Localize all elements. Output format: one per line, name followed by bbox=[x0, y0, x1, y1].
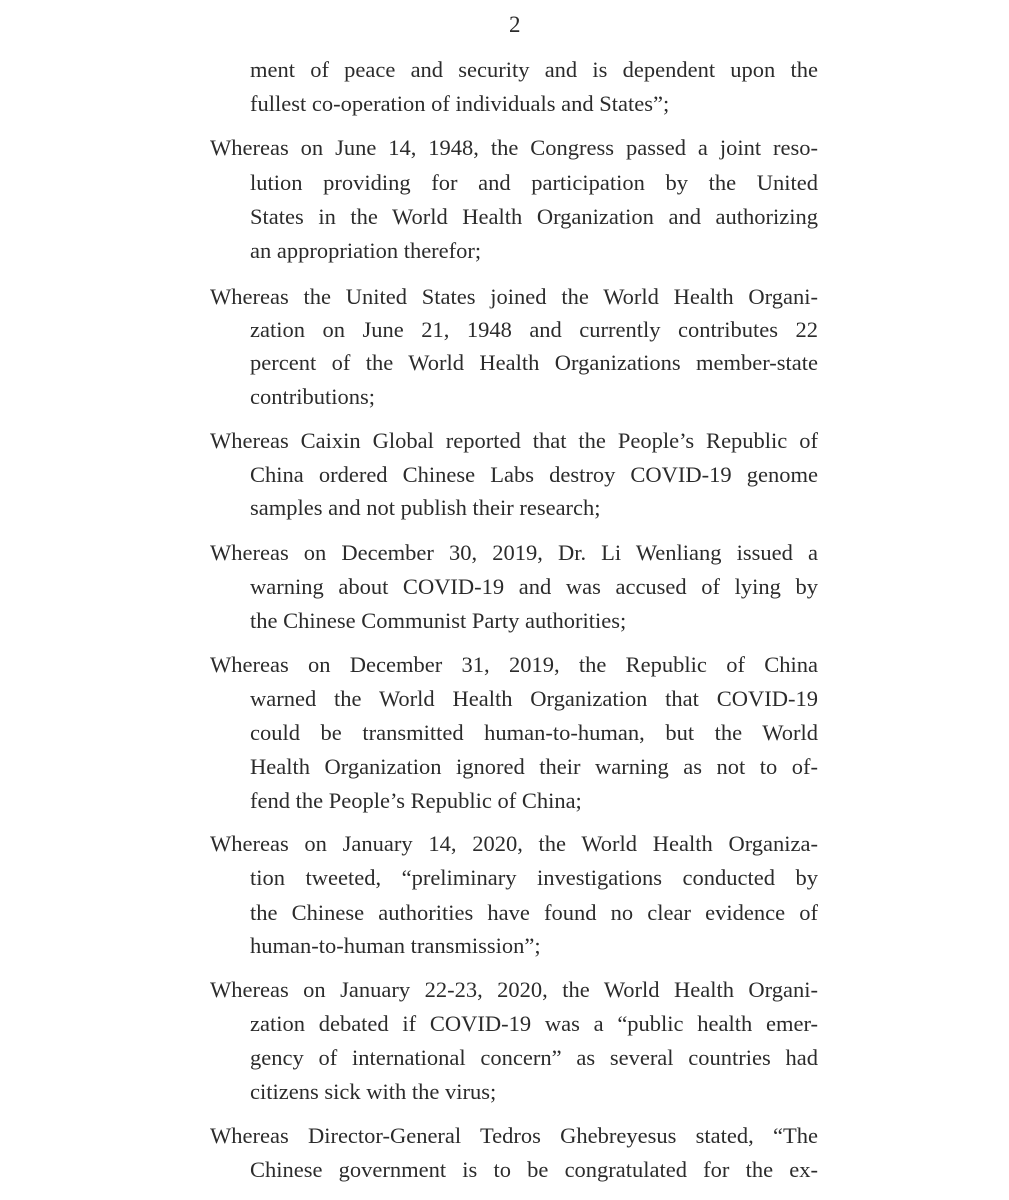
clause-line: the Chinese authorities have found no clear evidence of bbox=[250, 900, 818, 925]
clause-line: fend the People’s Republic of China; bbox=[250, 788, 582, 813]
clause-line: gency of international concern” as several countries had bbox=[250, 1045, 818, 1070]
page-number: 2 bbox=[509, 12, 521, 37]
clause-line: Health Organization ignored their warning as not to of- bbox=[250, 754, 818, 779]
clause-line: zation debated if COVID-19 was a “public health emer- bbox=[250, 1011, 818, 1036]
clause-line: Whereas the United States joined the World Health Organi- bbox=[210, 284, 818, 309]
clause-line: Whereas on December 31, 2019, the Republic of China bbox=[210, 652, 818, 677]
clause-line: warned the World Health Organization that COVID-19 bbox=[250, 686, 818, 711]
clause-line: Chinese government is to be congratulated for the ex- bbox=[250, 1157, 818, 1182]
clause-line: Whereas on January 22-23, 2020, the World Health Organi- bbox=[210, 977, 818, 1002]
clause-line: Whereas on December 30, 2019, Dr. Li Wenliang issued a bbox=[210, 540, 818, 565]
clause-line: States in the World Health Organization and authorizing bbox=[250, 204, 818, 229]
clause-line: Whereas on January 14, 2020, the World Health Organiza- bbox=[210, 831, 818, 856]
clause-line: warning about COVID-19 and was accused of lying by bbox=[250, 574, 818, 599]
clause-line: tion tweeted, “preliminary investigations conducted by bbox=[250, 865, 818, 890]
clause-line: could be transmitted human-to-human, but the World bbox=[250, 720, 818, 745]
clause-line: an appropriation therefor; bbox=[250, 238, 482, 263]
continuation-line: fullest co-operation of individuals and States”; bbox=[250, 91, 670, 116]
clause-line: Whereas on June 14, 1948, the Congress passed a joint reso- bbox=[210, 135, 818, 160]
clause-line: human-to-human transmission”; bbox=[250, 933, 541, 958]
clause-line: Whereas Caixin Global reported that the People’s Republic of bbox=[210, 428, 818, 453]
clause-line: lution providing for and participation by the United bbox=[250, 170, 818, 195]
clause-line: citizens sick with the virus; bbox=[250, 1079, 497, 1104]
clause-line: Whereas Director-General Tedros Ghebreyesus stated, “The bbox=[210, 1123, 818, 1148]
clause-line: the Chinese Communist Party authorities; bbox=[250, 608, 627, 633]
clause-line: zation on June 21, 1948 and currently contributes 22 bbox=[250, 317, 818, 342]
clause-line: China ordered Chinese Labs destroy COVID-19 genome bbox=[250, 462, 818, 487]
clause-line: contributions; bbox=[250, 384, 375, 409]
clause-line: samples and not publish their research; bbox=[250, 495, 601, 520]
continuation-line: ment of peace and security and is dependent upon the bbox=[250, 57, 818, 82]
clause-line: percent of the World Health Organizations member-state bbox=[250, 350, 818, 375]
